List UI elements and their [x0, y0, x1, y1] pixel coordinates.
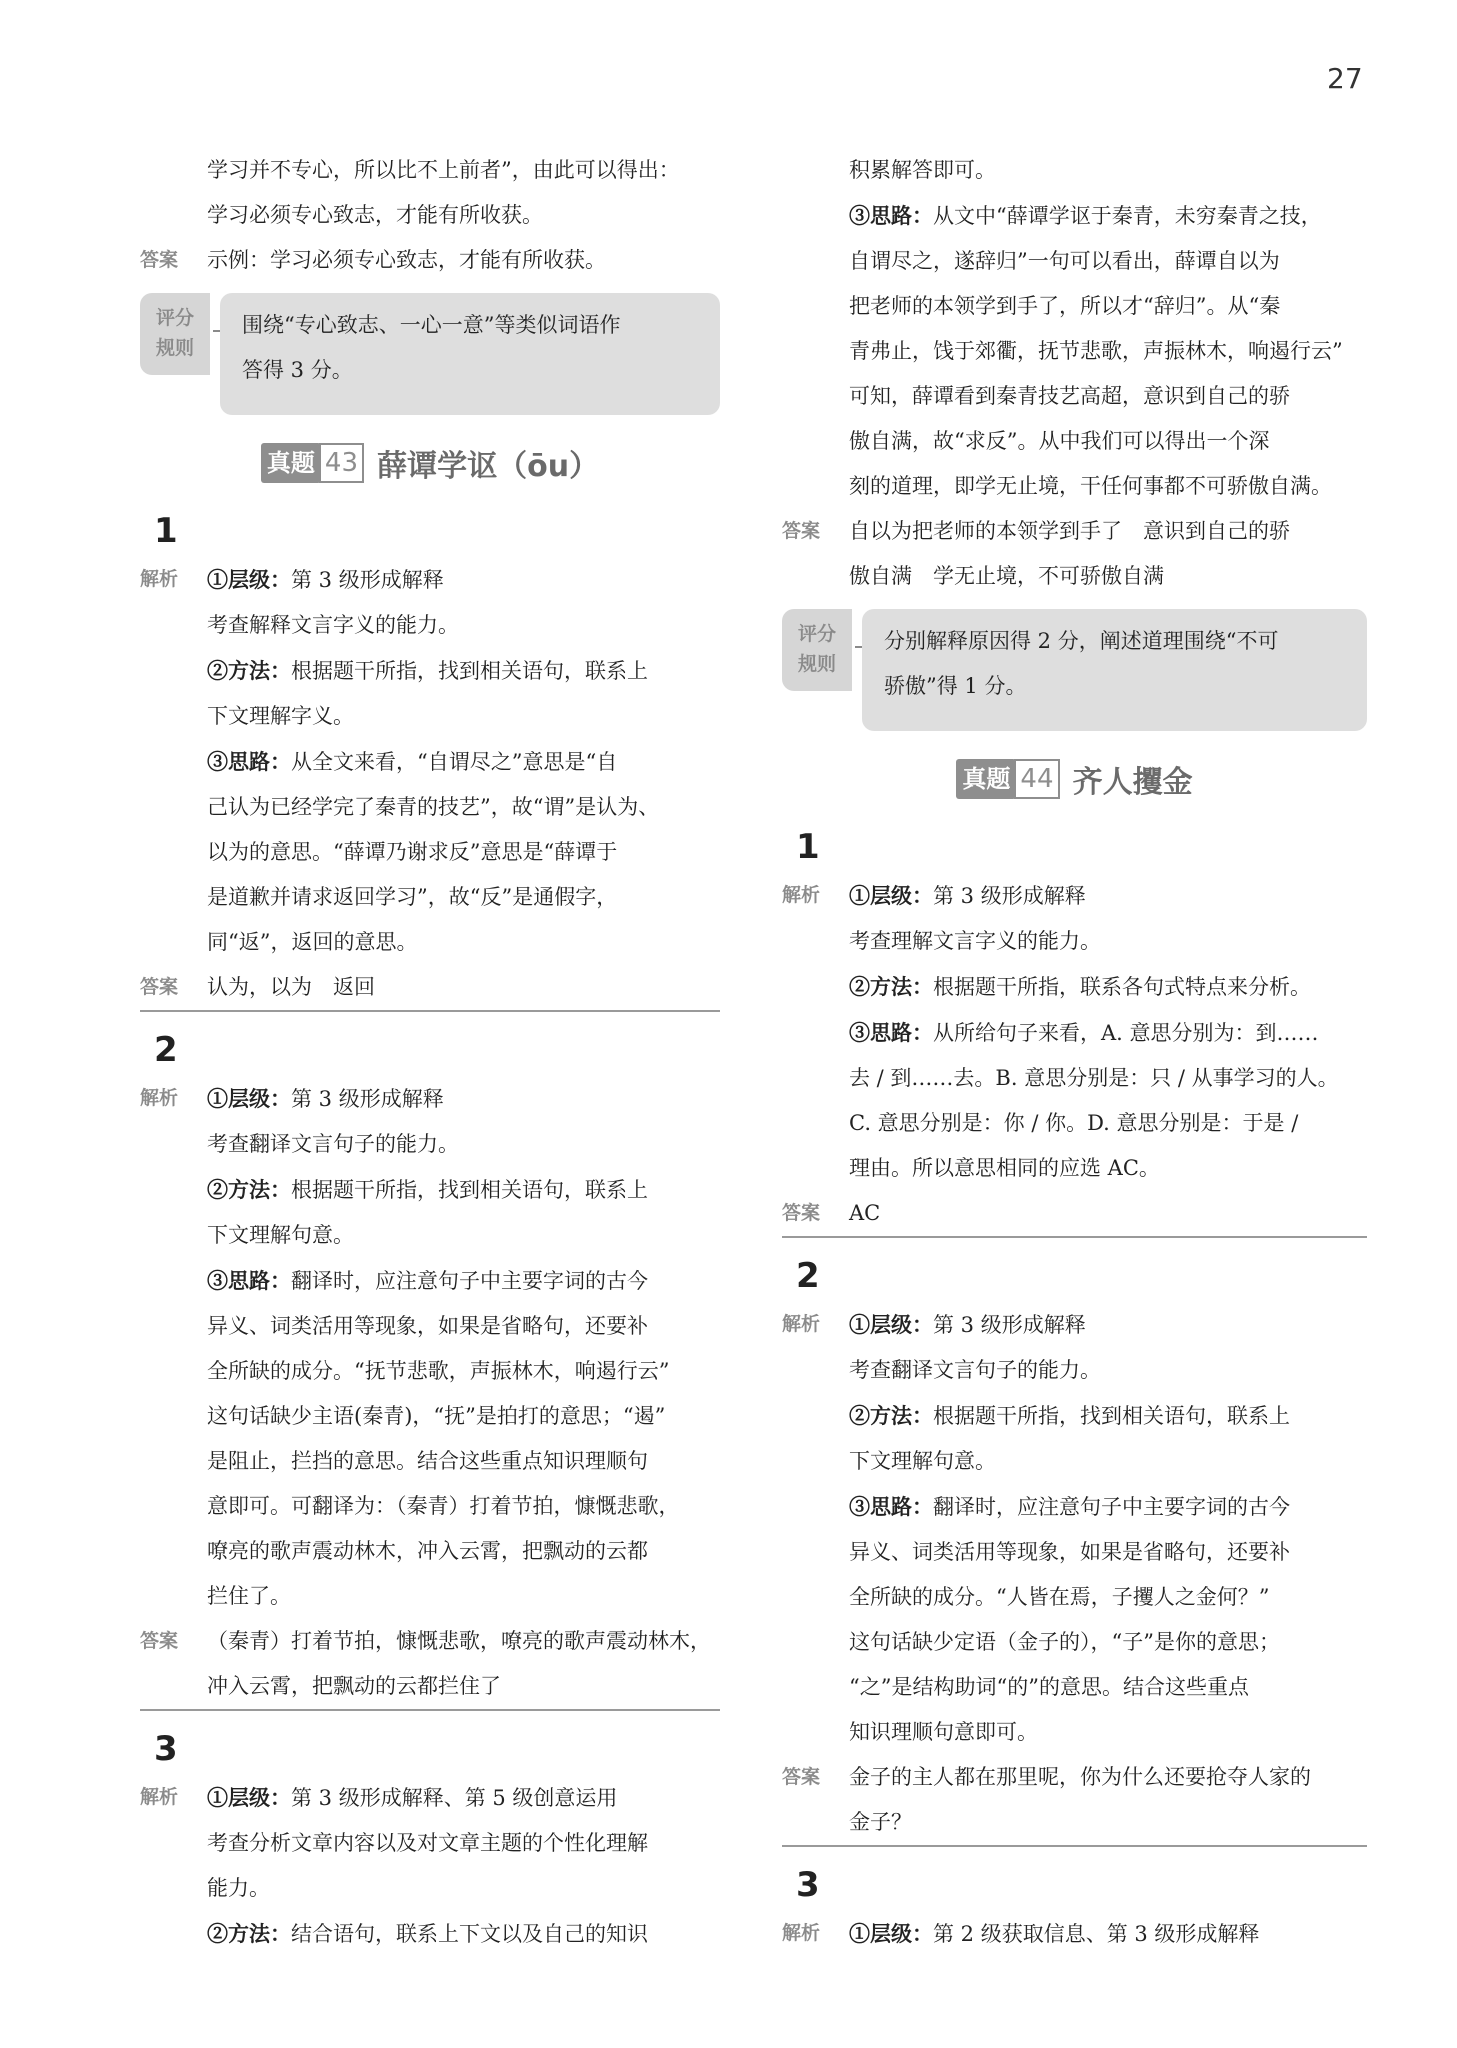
page-number: 27 [1327, 62, 1363, 95]
question-number: 2 [796, 1256, 820, 1296]
title-number: 44 [1014, 759, 1059, 799]
analysis-level: 解析 ①层级：第 3 级形成解释 [140, 557, 720, 603]
answer-tag: 答案 [140, 976, 179, 998]
divider [782, 1845, 1367, 1847]
title-badge: 真题 [956, 759, 1016, 799]
level-desc: 考查解释文言字义的能力。 [207, 613, 459, 637]
analysis-tag: 解析 [140, 1786, 179, 1808]
answer-tag: 答案 [140, 249, 179, 271]
answer-tag: 答案 [782, 1202, 821, 1224]
question-number: 1 [154, 511, 178, 551]
intro-line: 学习并不专心，所以比不上前者”，由此可以得出： [207, 158, 680, 182]
section-title-43 [140, 441, 720, 497]
answer: 答案 金子的主人都在那里呢，你为什么还要抢夺人家的 [782, 1755, 1367, 1800]
level-desc: 考查理解文言字义的能力。 [849, 929, 1101, 953]
answer: 答案 （秦青）打着节拍，慷慨悲歌，嘹亮的歌声震动林木， [140, 1619, 720, 1664]
answer: 答案 AC [782, 1191, 1367, 1236]
scoring-rule-box [140, 293, 720, 415]
title-text: 齐人攫金 [1072, 765, 1193, 800]
right-column: 积累解答即可。 ③思路：从文中“薛谭学讴于秦青，未穷秦青之技， 自谓尽之，遂辞归”一句可以看出，薛谭自以为 把老师的本领学到手了，所以才“辞归”。从“秦 青弗止，饯于郊衢，抚节悲歌，声振林木，响遏行云” 可知，薛谭看到秦青技艺高超，意识到自己的骄 傲自满，故“求反”。从中我们可以得出一个深 刻的道理，即学无止境，干任何事都不可骄傲自满。 答案 自以为把老师的本领学到手了 意识到自己的骄 傲自满 学无止境，不可骄傲自满 评分 规则 分别解释原因得 2 分，阐述道理围绕“不可 骄傲”得 1 分。 真题 44 齐人攫金 1 解析 ①层级：第 3 级形成解释 考查理解文言字义的能力。 ②方法：根据题干所指，联系各句式特点来分析。 ③思路：从所给句子来看，A. 意思分别为：到…… 去 / 到……去。B. 意思分别是：只 / 从事学习的人。 C. 意思分别是：你 / 你。D. 意思分别是：于是 / 理由。所以意思相同的应选 AC。 答案 AC 2 解析 ①层级：第 3 级形成解释 考查翻译文言句子的能力。 ②方法：根据题干所指，找到相关语句，联系上 下文理解句意。 ③思路：翻译时，应注意句子中主要字词的古今 异义、词类活用等现象，如果是省略句，还要补 全所缺的成分。“人皆在焉，子攫人之金何？” 这句话缺少定语（金子的），“子”是你的意思； “之”是结构助词“的”的意思。结合这些重点 知识理顺句意即可。 答案 金子的主人都在那里呢，你为什么还要抢夺人家的 金子？ 3 解析 ①层级：第 2 级获取信息、第 3 级形成解释 [782, 148, 1367, 1957]
idea: ③思路：从所给句子来看，A. 意思分别为：到…… [849, 1020, 1319, 1045]
continued-line: 积累解答即可。 [849, 158, 996, 182]
intro-answer [140, 238, 720, 283]
answer-tag: 答案 [782, 520, 821, 542]
question-number: 3 [796, 1865, 820, 1905]
level-desc: 考查分析文章内容以及对文章主题的个性化理解 [207, 1831, 648, 1855]
intro-line: 学习必须专心致志，才能有所收获。 [207, 203, 543, 227]
method: ②方法：根据题干所指，找到相关语句，联系上 [207, 1177, 648, 1202]
level-desc: 考查翻译文言句子的能力。 [207, 1132, 459, 1156]
divider [782, 1236, 1367, 1238]
analysis-level: 解析 ①层级：第 2 级获取信息、第 3 级形成解释 [782, 1911, 1367, 1957]
scoring-rule-text: 围绕“专心致志、一心一意”等类似词语作 答得 3 分。 [220, 293, 720, 415]
scoring-rule-label: 评分 规则 [782, 609, 852, 691]
title-number: 43 [319, 443, 364, 483]
method: ②方法：根据题干所指，联系各句式特点来分析。 [849, 974, 1311, 999]
analysis-tag: 解析 [140, 568, 179, 590]
left-column: 学习并不专心，所以比不上前者”，由此可以得出： 学习必须专心致志，才能有所收获。 答案 示例：学习必须专心致志，才能有所收获。 评分 规则 围绕“专心致志、一心一意”等类似词语作 答得 3 分。 真题 43 薛谭学讴（ōu） 1 解析 ①层级：第 3 级形成解释 考查解释文言字义的能力。 ②方法：根据题干所指，找到相关语句，联系上 下文理解字义。 ③思路：从全文来看，“自谓尽之”意思是“自 己认为已经学完了秦青的技艺”，故“谓”是认为、 以为的意思。“薛谭乃谢求反”意思是“薛谭于 是道歉并请求返回学习”，故“反”是通假字， 同“返”，返回的意思。 答案 认为，以为 返回 2 解析 ①层级：第 3 级形成解释 考查翻译文言句子的能力。 ②方法：根据题干所指，找到相关语句，联系上 下文理解句意。 ③思路：翻译时，应注意句子中主要字词的古今 异义、词类活用等现象，如果是省略句，还要补 全所缺的成分。“抚节悲歌，声振林木，响遏行云” 这句话缺少主语(秦青)，“抚”是拍打的意思；“遏” 是阻止，拦挡的意思。结合这些重点知识理顺句 意即可。可翻译为：（秦青）打着节拍，慷慨悲歌， 嘹亮的歌声震动林木，冲入云霄，把飘动的云都 拦住了。 答案 （秦青）打着节拍，慷慨悲歌，嘹亮的歌声震动林木， 冲入云霄，把飘动的云都拦住了 3 解析 ①层级：第 3 级形成解释、第 5 级创意运用 考查分析文章内容以及对文章主题的个性化理解 能力。 ②方法：结合语句，联系上下文以及自己的知识 [140, 148, 720, 1957]
analysis-level: 解析 ①层级：第 3 级形成解释 [782, 873, 1367, 919]
analysis-level: 解析 ①层级：第 3 级形成解释 [782, 1302, 1367, 1348]
title-text: 薛谭学讴（ōu） [377, 449, 600, 484]
analysis-tag: 解析 [140, 1087, 179, 1109]
question-number: 1 [796, 827, 820, 867]
method: ②方法：根据题干所指，找到相关语句，联系上 [207, 658, 648, 683]
answer: 答案 自以为把老师的本领学到手了 意识到自己的骄 [782, 509, 1367, 554]
divider [140, 1709, 720, 1711]
level-desc: 考查翻译文言句子的能力。 [849, 1358, 1101, 1382]
question-number: 3 [154, 1729, 178, 1769]
analysis-level: 解析 ①层级：第 3 级形成解释 [140, 1076, 720, 1122]
question-number: 2 [154, 1030, 178, 1070]
answer-tag: 答案 [782, 1766, 821, 1788]
answer: 答案 认为，以为 返回 [140, 965, 720, 1010]
answer-tag: 答案 [140, 1630, 179, 1652]
analysis-tag: 解析 [782, 884, 821, 906]
scoring-rule-box [782, 609, 1367, 731]
scoring-rule-text: 分别解释原因得 2 分，阐述道理围绕“不可 骄傲”得 1 分。 [862, 609, 1367, 731]
method: ②方法：结合语句，联系上下文以及自己的知识 [207, 1921, 648, 1946]
answer-text: 示例：学习必须专心致志，才能有所收获。 [207, 248, 606, 272]
idea: ③思路：从文中“薛谭学讴于秦青，未穷秦青之技， [849, 203, 1322, 228]
idea: ③思路：翻译时，应注意句子中主要字词的古今 [849, 1494, 1290, 1519]
title-badge: 真题 [261, 443, 321, 483]
analysis-tag: 解析 [782, 1922, 821, 1944]
analysis-tag: 解析 [782, 1313, 821, 1335]
method: ②方法：根据题干所指，找到相关语句，联系上 [849, 1403, 1290, 1428]
section-title-44 [782, 757, 1367, 813]
scoring-rule-label: 评分 规则 [140, 293, 210, 375]
idea: ③思路：翻译时，应注意句子中主要字词的古今 [207, 1268, 648, 1293]
idea: ③思路：从全文来看，“自谓尽之”意思是“自 [207, 749, 618, 774]
analysis-level: 解析 ①层级：第 3 级形成解释、第 5 级创意运用 [140, 1775, 720, 1821]
divider [140, 1010, 720, 1012]
